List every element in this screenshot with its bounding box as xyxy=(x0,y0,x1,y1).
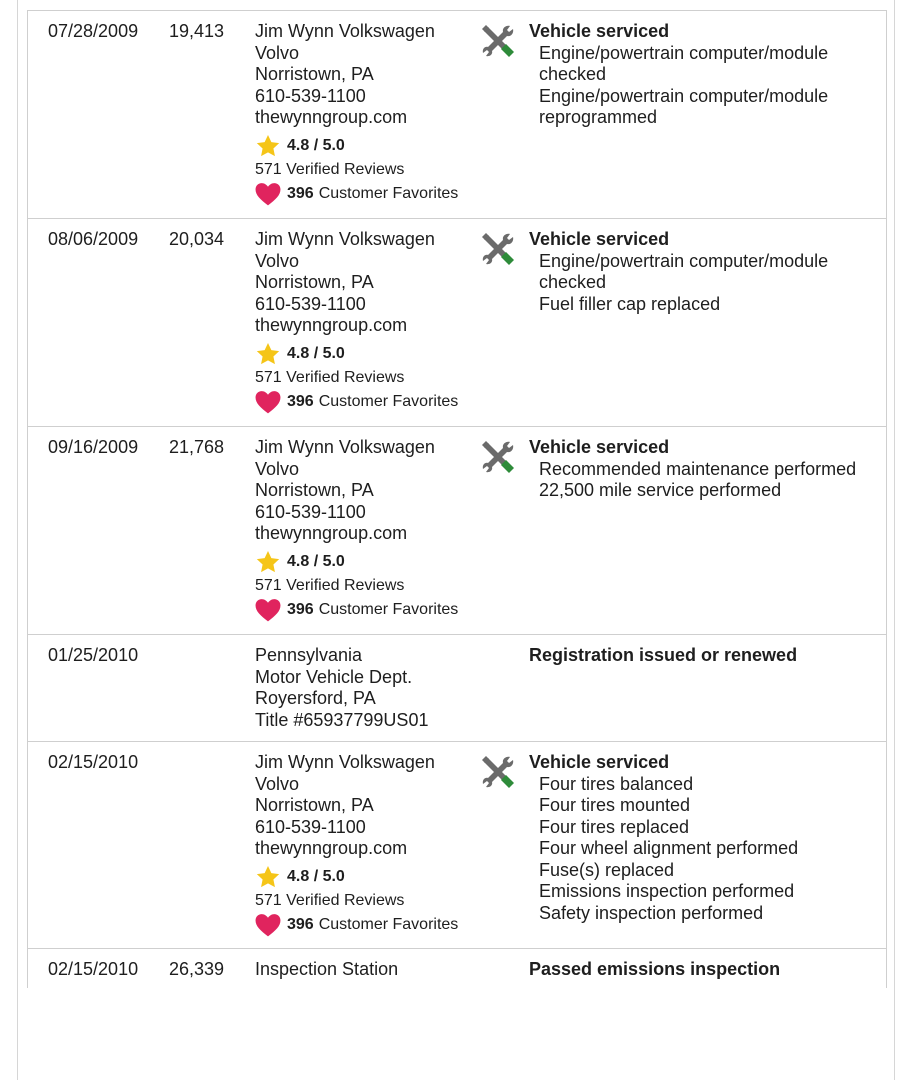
source-location: Royersford, PA xyxy=(255,688,376,708)
history-row xyxy=(28,949,886,988)
source-name-line2: Volvo xyxy=(255,458,300,479)
favorites-count: 396 xyxy=(287,600,314,618)
record-source xyxy=(255,959,485,981)
star-icon xyxy=(255,341,281,367)
record-comments xyxy=(529,959,879,981)
source-name: Pennsylvania xyxy=(255,645,363,665)
wrench-screwdriver-icon xyxy=(480,754,516,790)
star-icon xyxy=(255,549,281,575)
source-website-link[interactable]: thewynngroup.com xyxy=(255,315,408,335)
comment-title: Vehicle serviced xyxy=(529,21,670,41)
heart-icon xyxy=(255,598,281,622)
record-source xyxy=(255,21,485,207)
comment-title: Passed emissions inspection xyxy=(529,959,781,979)
source-name-line2: Volvo xyxy=(255,773,300,794)
record-odometer: 19,413 xyxy=(169,21,225,41)
rating-value: 4.8 / 5.0 xyxy=(287,136,345,154)
record-source xyxy=(255,229,485,415)
favorites-label: Customer Favorites xyxy=(318,184,459,202)
verified-reviews-link[interactable]: 571 Verified Reviews xyxy=(255,891,405,909)
source-website-link[interactable]: thewynngroup.com xyxy=(255,523,408,543)
star-icon xyxy=(255,133,281,159)
customer-favorites xyxy=(255,181,485,207)
record-date: 02/15/2010 xyxy=(48,752,139,772)
comment-detail: Engine/powertrain computer/module checked xyxy=(539,250,829,292)
comment-detail: Four tires replaced xyxy=(539,816,690,837)
customer-favorites xyxy=(255,389,485,415)
record-comments xyxy=(529,752,879,924)
history-row xyxy=(28,11,886,219)
source-name: Jim Wynn Volkswagen xyxy=(255,229,435,249)
title-number: Title #65937799US01 xyxy=(255,709,429,730)
history-row xyxy=(28,427,886,635)
source-name: Jim Wynn Volkswagen xyxy=(255,21,435,41)
comment-detail: Recommended maintenance performed xyxy=(539,458,857,479)
comment-detail: Four wheel alignment performed xyxy=(539,838,799,858)
record-comments xyxy=(529,21,879,129)
source-name: Jim Wynn Volkswagen xyxy=(255,437,435,457)
source-location: Norristown, PA xyxy=(255,272,374,292)
heart-icon xyxy=(255,913,281,937)
comment-detail: Fuel filler cap replaced xyxy=(539,293,721,314)
comment-detail: Four tires mounted xyxy=(539,795,691,815)
source-name-line2: Volvo xyxy=(255,250,300,271)
dealer-rating xyxy=(255,341,485,367)
heart-icon xyxy=(255,390,281,414)
comment-detail: Engine/powertrain computer/module reprogrammed xyxy=(539,85,829,127)
comment-title: Vehicle serviced xyxy=(529,437,670,457)
comment-detail: Emissions inspection performed xyxy=(539,881,795,901)
comment-detail: Engine/powertrain computer/module checked xyxy=(539,42,829,84)
favorites-count: 396 xyxy=(287,915,314,933)
dealer-rating xyxy=(255,133,485,159)
source-website-link[interactable]: thewynngroup.com xyxy=(255,838,408,858)
source-location: Norristown, PA xyxy=(255,64,374,84)
source-name: Inspection Station xyxy=(255,959,399,979)
source-name-line2: Motor Vehicle Dept. xyxy=(255,666,413,687)
comment-detail: Fuse(s) replaced xyxy=(539,859,675,880)
record-date: 01/25/2010 xyxy=(48,645,139,665)
record-date: 07/28/2009 xyxy=(48,21,139,41)
record-date: 02/15/2010 xyxy=(48,959,139,979)
dealer-rating xyxy=(255,864,485,890)
customer-favorites xyxy=(255,912,485,938)
star-icon xyxy=(255,864,281,890)
history-row xyxy=(28,219,886,427)
verified-reviews-link[interactable]: 571 Verified Reviews xyxy=(255,576,405,594)
comment-title: Vehicle serviced xyxy=(529,752,670,772)
source-website-link[interactable]: thewynngroup.com xyxy=(255,107,408,127)
record-odometer: 21,768 xyxy=(169,437,225,457)
favorites-count: 396 xyxy=(287,392,314,410)
record-source xyxy=(255,645,485,731)
comment-title: Vehicle serviced xyxy=(529,229,670,249)
source-phone[interactable]: 610-539-1100 xyxy=(255,293,366,314)
comment-detail: Four tires balanced xyxy=(539,773,694,794)
history-row xyxy=(28,635,886,742)
record-comments xyxy=(529,229,879,315)
rating-value: 4.8 / 5.0 xyxy=(287,867,345,885)
record-comments xyxy=(529,645,879,667)
favorites-label: Customer Favorites xyxy=(318,600,459,618)
comment-detail: Safety inspection performed xyxy=(539,902,764,923)
source-phone[interactable]: 610-539-1100 xyxy=(255,816,366,837)
wrench-screwdriver-icon xyxy=(480,439,516,475)
favorites-label: Customer Favorites xyxy=(318,915,459,933)
source-location: Norristown, PA xyxy=(255,480,374,500)
rating-value: 4.8 / 5.0 xyxy=(287,344,345,362)
record-date: 08/06/2009 xyxy=(48,229,139,249)
rating-value: 4.8 / 5.0 xyxy=(287,552,345,570)
record-source xyxy=(255,437,485,623)
dealer-rating xyxy=(255,549,485,575)
heart-icon xyxy=(255,182,281,206)
source-phone[interactable]: 610-539-1100 xyxy=(255,85,366,106)
history-row xyxy=(28,742,886,949)
record-odometer: 20,034 xyxy=(169,229,225,249)
record-date: 09/16/2009 xyxy=(48,437,139,457)
verified-reviews-link[interactable]: 571 Verified Reviews xyxy=(255,160,405,178)
record-source xyxy=(255,752,485,938)
wrench-screwdriver-icon xyxy=(480,231,516,267)
source-phone[interactable]: 610-539-1100 xyxy=(255,501,366,522)
source-name-line2: Volvo xyxy=(255,42,300,63)
favorites-count: 396 xyxy=(287,184,314,202)
comment-title: Registration issued or renewed xyxy=(529,645,798,665)
source-location: Norristown, PA xyxy=(255,795,374,815)
verified-reviews-link[interactable]: 571 Verified Reviews xyxy=(255,368,405,386)
record-comments xyxy=(529,437,879,502)
customer-favorites xyxy=(255,597,485,623)
wrench-screwdriver-icon xyxy=(480,23,516,59)
comment-detail: 22,500 mile service performed xyxy=(539,480,782,500)
vehicle-history-table xyxy=(27,10,887,988)
favorites-label: Customer Favorites xyxy=(318,392,459,410)
source-name: Jim Wynn Volkswagen xyxy=(255,752,435,772)
record-odometer: 26,339 xyxy=(169,959,225,979)
